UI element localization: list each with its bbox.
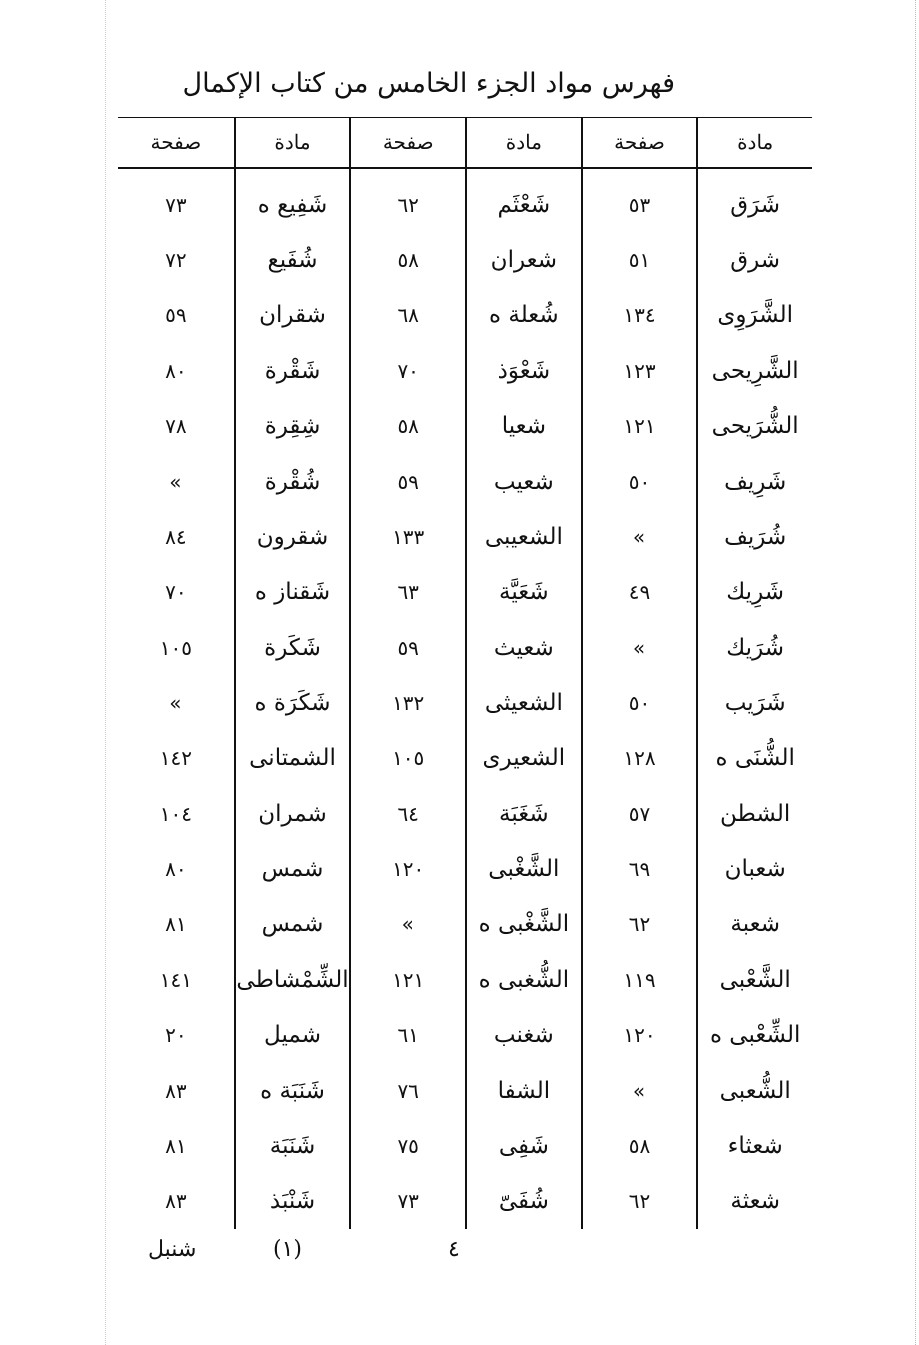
- entry-word-cell: الشَّرَوِى: [717, 302, 794, 329]
- entry-word-cell: الشَّعْبى: [719, 966, 791, 993]
- entry-word-cell: الشَّغْبى ه: [478, 911, 570, 938]
- page-ref-cell: ١٤١: [159, 967, 192, 992]
- entry-word-cell: الشفا: [497, 1077, 551, 1104]
- entry-word-cell: شُرَيف: [724, 523, 787, 550]
- column-header: مادة: [467, 117, 581, 169]
- page-ref-cell: ١٠٤: [159, 801, 192, 826]
- entry-word-cell: شَعَيَّة: [499, 579, 549, 606]
- page-ref-cell: »: [169, 469, 183, 494]
- entry-word-cell: الشُّنَى ه: [715, 745, 795, 772]
- page-ref-cell: ١٤٢: [159, 746, 192, 771]
- page-ref-cell: ٨٣: [165, 1189, 187, 1214]
- page-ref-cell: ١٠٥: [159, 635, 192, 660]
- page-ref-cell: »: [401, 912, 415, 937]
- entry-word-cell: شَنَبَة ه: [260, 1077, 325, 1104]
- page-ref-cell: ٢٠: [165, 1023, 187, 1048]
- page-ref-cell: ٥٩: [165, 303, 187, 328]
- entry-word-cell: شَنَبَة: [269, 1132, 316, 1159]
- table-column: [234, 117, 350, 1229]
- entry-word-cell: شُرَيك: [726, 634, 785, 661]
- table-column: [581, 117, 697, 1229]
- page-ref-cell: ٨٤: [165, 524, 187, 549]
- page-ref-cell: ١٢٣: [623, 358, 656, 383]
- catchword: شنبل: [148, 1237, 197, 1262]
- entry-word-cell: شمران: [258, 800, 327, 827]
- entry-word-cell: شَكَرَة ه: [254, 689, 331, 716]
- entry-word-cell: شِقِرة: [264, 413, 321, 440]
- entry-word-cell: شُقْرة: [264, 468, 321, 495]
- entry-word-cell: شعيا: [501, 413, 547, 440]
- page-ref-cell: ٨١: [165, 1133, 187, 1158]
- page-ref-cell: ٨٠: [165, 857, 187, 882]
- column-header: مادة: [698, 117, 812, 169]
- column-header: صفحة: [351, 117, 465, 169]
- page-ref-cell: ٧٦: [397, 1078, 419, 1103]
- page-ref-cell: »: [632, 1078, 647, 1103]
- table-column: [696, 117, 812, 1229]
- page-number: ٤: [448, 1237, 460, 1262]
- page-ref-cell: ١٣٢: [392, 690, 425, 715]
- page-ref-cell: ١٣٤: [623, 303, 656, 328]
- entry-word-cell: شَكَرة: [264, 634, 321, 661]
- page-ref-cell: ٥٨: [397, 414, 419, 439]
- entry-word-cell: شَعْوَذ: [497, 357, 551, 384]
- page-ref-cell: »: [632, 524, 647, 549]
- entry-word-cell: شَقْرة: [264, 357, 321, 384]
- page-ref-cell: ٧٠: [165, 580, 187, 605]
- page-ref-cell: ٥٩: [397, 635, 419, 660]
- page-ref-cell: ٧٠: [397, 358, 419, 383]
- page-ref-cell: ١٢١: [623, 414, 656, 439]
- table-column: [118, 117, 234, 1229]
- entry-word-cell: شُفَيع: [267, 247, 318, 274]
- entry-word-cell: الشعيثى: [484, 689, 563, 716]
- entry-word-cell: شُفَىّ: [498, 1188, 549, 1215]
- table-column: [349, 117, 465, 1229]
- entry-word-cell: الشطن: [720, 800, 791, 827]
- entry-word-cell: الشمتانى: [249, 745, 336, 772]
- page-ref-cell: ٧٥: [397, 1133, 419, 1158]
- page-ref-cell: ٥٣: [628, 192, 651, 217]
- entry-word-cell: شغنب: [493, 1022, 554, 1049]
- entry-word-cell: الشَّغْبى: [488, 856, 560, 883]
- page-ref-cell: ١١٩: [623, 967, 656, 992]
- page-ref-cell: ٤٩: [628, 580, 651, 605]
- entry-word-cell: شعران: [490, 247, 558, 274]
- entry-word-cell: شرق: [730, 247, 781, 274]
- page-ref-cell: ١٢٨: [623, 746, 656, 771]
- column-entries: [118, 169, 234, 1229]
- page-title: فهرس مواد الجزء الخامس من كتاب الإكمال: [182, 68, 675, 99]
- column-entries: [698, 169, 812, 1229]
- page-ref-cell: ٨١: [165, 912, 187, 937]
- page-ref-cell: ٥٠: [628, 690, 651, 715]
- entry-word-cell: الشِّعْبى ه: [709, 1022, 801, 1049]
- entry-word-cell: الشُّرَيحى: [711, 413, 799, 440]
- entry-word-cell: الشعيبى: [484, 523, 563, 550]
- page-ref-cell: ١٣٣: [392, 524, 425, 549]
- page-edge-line: [105, 0, 106, 1345]
- column-entries: [467, 169, 581, 1229]
- page-ref-cell: »: [632, 635, 647, 660]
- page-ref-cell: ٥٨: [397, 248, 419, 273]
- page-ref-cell: ٧٣: [397, 1189, 419, 1214]
- page-ref-cell: ١٢٠: [623, 1023, 656, 1048]
- page-ref-cell: ١٢٠: [392, 857, 425, 882]
- entry-word-cell: شعيث: [493, 634, 554, 661]
- entry-word-cell: الشُّغبى ه: [478, 966, 570, 993]
- page-ref-cell: »: [169, 690, 183, 715]
- entry-word-cell: شَرِيك: [726, 579, 785, 606]
- entry-word-cell: شقرون: [256, 523, 329, 550]
- page-ref-cell: ١٠٥: [392, 746, 425, 771]
- signature-mark: (١): [273, 1237, 303, 1262]
- entry-word-cell: شَفِى: [498, 1132, 549, 1159]
- column-header: صفحة: [118, 117, 234, 169]
- page-edge-line: [915, 0, 916, 1345]
- page-ref-cell: ٦٢: [397, 192, 419, 217]
- entry-word-cell: شُعلة ه: [489, 302, 559, 329]
- page-ref-cell: ٥١: [628, 248, 651, 273]
- entry-word-cell: الشُّعبى: [719, 1077, 791, 1104]
- entry-word-cell: شَنْبَذ: [269, 1188, 316, 1215]
- entry-word-cell: شَرِيف: [724, 468, 787, 495]
- page-ref-cell: ٦٨: [397, 303, 419, 328]
- entry-word-cell: الشِّمْشاطى: [236, 966, 349, 993]
- page-ref-cell: ٦٣: [397, 580, 419, 605]
- column-header: مادة: [236, 117, 350, 169]
- page-ref-cell: ٦٤: [397, 801, 419, 826]
- entry-word-cell: شعثاء: [727, 1132, 783, 1159]
- entry-word-cell: شَرَيب: [724, 689, 786, 716]
- entry-word-cell: شَرَق: [730, 191, 781, 218]
- entry-word-cell: الشَّرِيحى: [711, 357, 799, 384]
- page-footer: [118, 1237, 812, 1277]
- page-ref-cell: ٦٢: [628, 1189, 651, 1214]
- entry-word-cell: شقران: [259, 302, 326, 329]
- entry-word-cell: شمس: [261, 856, 324, 883]
- entry-word-cell: شعثة: [730, 1188, 780, 1215]
- page-ref-cell: ٥٩: [397, 469, 419, 494]
- page-ref-cell: ٧٣: [165, 192, 187, 217]
- page-ref-cell: ٥٠: [628, 469, 651, 494]
- entry-word-cell: شمس: [261, 911, 324, 938]
- page-ref-cell: ٥٨: [628, 1133, 651, 1158]
- table-column: [465, 117, 581, 1229]
- entry-word-cell: شعبان: [724, 856, 786, 883]
- page-ref-cell: ٦٩: [628, 857, 651, 882]
- column-entries: [236, 169, 350, 1229]
- page-ref-cell: ٦٢: [628, 912, 651, 937]
- entry-word-cell: الشعيرى: [482, 745, 566, 772]
- page-ref-cell: ٥٧: [628, 801, 651, 826]
- page-ref-cell: ٨٠: [165, 358, 187, 383]
- entry-word-cell: شَفِيع ه: [257, 191, 328, 218]
- column-entries: [351, 169, 465, 1229]
- entry-word-cell: شعبة: [730, 911, 780, 938]
- entry-word-cell: شَغَبَة: [499, 800, 549, 827]
- page-ref-cell: ٧٢: [165, 248, 187, 273]
- column-entries: [583, 169, 697, 1229]
- page-ref-cell: ٧٨: [165, 414, 187, 439]
- entry-word-cell: شميل: [264, 1022, 321, 1049]
- page-ref-cell: ١٢١: [392, 967, 425, 992]
- page-ref-cell: ٦١: [397, 1023, 419, 1048]
- entry-word-cell: شَعْثَم: [497, 191, 551, 218]
- entry-word-cell: شَقناز ه: [254, 579, 331, 606]
- entry-word-cell: شعيب: [493, 468, 554, 495]
- column-header: صفحة: [583, 117, 697, 169]
- page-ref-cell: ٨٣: [165, 1078, 187, 1103]
- index-table: [118, 117, 812, 1229]
